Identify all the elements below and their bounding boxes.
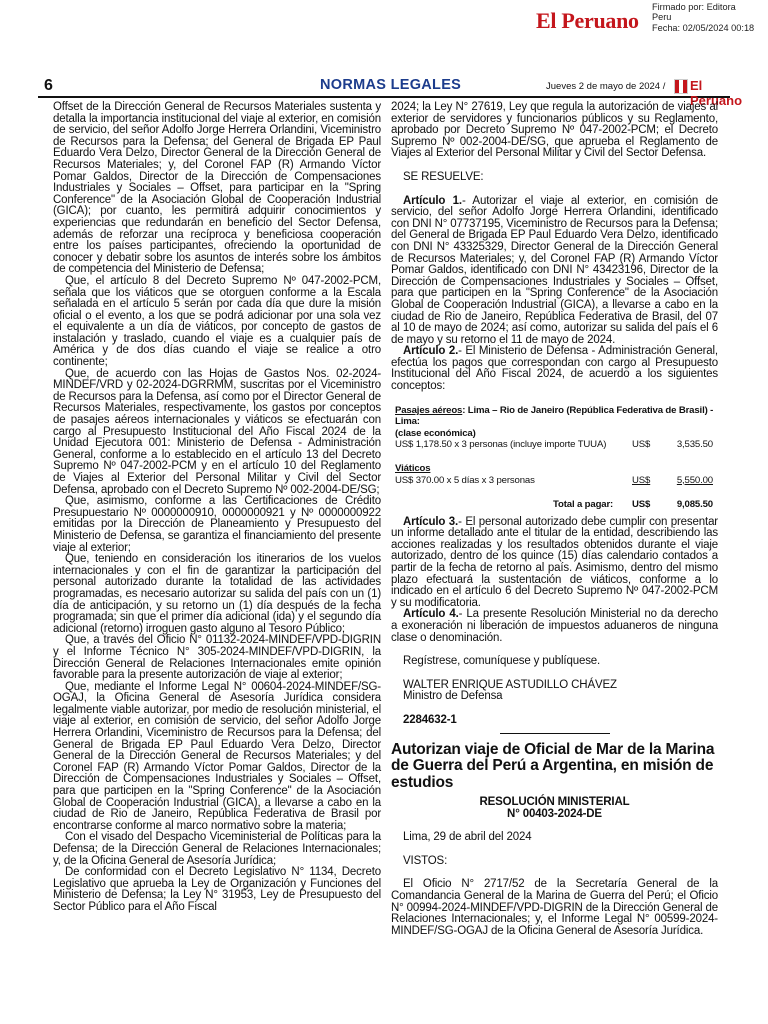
vistos-heading: VISTOS: bbox=[403, 854, 448, 867]
article-3: Artículo 3.- El personal autorizado debe cumplir con presentar un informe detallado ante el titular de la entidad, describiendo las acciones realizadas y los resultados obtenidos durante el viaje autorizado, dentro de los quince (15) días calendario contados a partir de la fecha de retorno al país. Asimismo, dentro del mismo plazo efectuará la sustentación de viáticos, conforme a lo indicado en el artículo 6 del Decreto Supremo Nº 047-2002-PCM y su modificatoria. bbox=[391, 515, 718, 609]
vistos-text: El Oficio N° 2717/52 de la Secretaría General de la Comandancia General de la Marina de Guerra del Perú; el Oficio N° 00994-2024-MINDEF/VPD-DIGRIN de la Dirección General de Relaciones Internacionales; y, el Informe Legal N° 00599-2024-MINDEF/SG-OGAJ de la Oficina General de Asesoría Jurídica. bbox=[391, 878, 718, 937]
article-label: Artículo 1. bbox=[403, 194, 462, 207]
resolution-number: N° 00403-2024-DE bbox=[507, 807, 602, 820]
resolution-title: Autorizan viaje de Oficial de Mar de la Marina de Guerra del Perú a Argentina, en misión de estudios bbox=[391, 740, 715, 791]
article-label: Artículo 4. bbox=[403, 608, 459, 621]
place-date: Lima, 29 de abril del 2024 bbox=[403, 831, 532, 844]
page-number: 6 bbox=[44, 77, 53, 94]
right-column bbox=[391, 102, 718, 937]
signature-date: Fecha: 02/05/2024 00:18 bbox=[652, 22, 755, 33]
signer-title: Ministro de Defensa bbox=[403, 690, 503, 703]
signed-by: Firmado por: Editora bbox=[652, 2, 736, 12]
header-logo: El Peruano bbox=[690, 78, 743, 108]
el-peruano-logo: El Peruano bbox=[536, 8, 639, 33]
viaticos-row: US$ 370.00 x 5 días x 3 personas US$ 5,550.00 bbox=[395, 474, 713, 486]
page-header bbox=[38, 76, 743, 108]
paragraph: Que, asimismo, conforme a las Certificaciones de Crédito Presupuestario Nº 0000000910, 0000000921 y Nº 0000000922 emitidas por la Dirección de Planeamiento y Presupuesto del Ministerio de Defensa, se garantiza el financiamiento del presente viaje al exterior; bbox=[53, 495, 381, 554]
separator-line bbox=[500, 733, 610, 734]
signed-by-2: Peru bbox=[652, 12, 672, 23]
reference-number: 2284632-1 bbox=[403, 713, 457, 726]
paragraph: Que, a través del Oficio N° 01132-2024-MINDEF/VPD-DIGRIN y el Informe Técnico N° 305-2024-MINDEF/VPD-DIGRIN, la Dirección General de Relaciones Internacionales emite opinión favorable para la presente autorización de viaje al exterior; bbox=[53, 634, 381, 682]
left-column bbox=[53, 102, 381, 914]
paragraph: Que, de acuerdo con las Hojas de Gastos Nos. 02-2024-MINDEF/VRD y 02-2024-DGRRMM, suscritas por el Viceministro de Recursos para la Defensa, así como por el Director General de Recursos Materiales, respectivamente, los gastos por conceptos de pasajes aéreos internacionales y viáticos se efectuarán con cargo al Presupuesto Institucional del Año Fiscal 2024 de la Unidad Ejecutora 001: Ministerio de Defensa - Administración General, conforme a lo establecido en el artículo 13 del Decreto Supremo Nº 047-2002-PCM y en el artículo 10 del Reglamento de Viajes al Exterior del Personal Militar y Civil del Sector Defensa, aprobado con el Decreto Supremo Nº 002-2004-DE/SG; bbox=[53, 367, 381, 496]
paragraph: De conformidad con el Decreto Legislativo N° 1134, Decreto Legislativo que aprueba la Ley de Organización y Funciones del Ministerio de Defensa; la Ley N° 31953, Ley de Presupuesto del Sector Público para el Año Fiscal bbox=[53, 866, 381, 913]
paragraph: Que, teniendo en consideración los itinerarios de los vuelos internacionales y con el fin de garantizar la participación del personal autorizado durante la totalidad de las actividades programadas, es necesario autorizar su salida del país con un (1) día de anticipación, y su retorno un (1) día después de la fecha programada; sin que el primer día adicional (ida) y el segundo día adicional (retorno) irroguen gasto alguno al Tesoro Público; bbox=[53, 553, 381, 635]
section-title: NORMAS LEGALES bbox=[320, 77, 462, 93]
se-resuelve: SE RESUELVE: bbox=[403, 170, 484, 183]
digital-signature-info bbox=[652, 2, 754, 33]
resolution-label: RESOLUCIÓN MINISTERIAL bbox=[479, 796, 630, 809]
pasajes-header: Pasajes aéreos: Lima – Rio de Janeiro (República Federativa de Brasil) - Lima: bbox=[395, 404, 714, 428]
article-1: Artículo 1.- Autorizar el viaje al exterior, en comisión de servicio, del señor Adolfo Jorge Herrera Orlandini, identificado con DNI N° 07737195, Viceministro de Recursos para la Defensa; del General de Brigada EP Paul Eduardo Vera Delzo, identificado con DNI N° 43325329, Director General de la Dirección General de Recursos Materiales; y, del Coronel FAP (R) Armando Víctor Pomar Galdos, identificado con DNI N° 43423196, Director de la Dirección de Compensaciones Industriales y Sociales – Offset, para que participen en la "Spring Conference" de la Asociación Global de Cooperación Industrial (GICA), a llevarse a cabo en la ciudad de Rio de Janeiro, República Federativa de Brasil, del 07 al 10 de mayo de 2024; así como, autorizar su salida del país el 6 de mayo y su retorno el 11 de mayo de 2024. bbox=[391, 194, 718, 346]
article-label: Artículo 3. bbox=[403, 515, 459, 528]
article-4: Artículo 4.- La presente Resolución Ministerial no da derecho a exoneración ni liberación de impuestos aduaneros de ninguna clase o denominación. bbox=[391, 608, 718, 644]
payment-table bbox=[395, 405, 718, 511]
viaticos-header: Viáticos bbox=[395, 463, 431, 475]
pasajes-class: (clase económica) bbox=[395, 427, 476, 439]
paragraph: Que, el artículo 8 del Decreto Supremo Nº 047-2002-PCM, señala que los viáticos que se otorguen conforme a la Escala señalada en el artículo 5 serán por cada día que dure la misión oficial o el evento, a los que se podrá adicionar por una sola vez el equivalente a un día de viáticos, por concepto de gastos de instalación y traslado, cuando el viaje es a cualquier país de América y de dos días cuando el viaje se realice a otro continente; bbox=[53, 274, 381, 369]
article-label: Artículo 2. bbox=[403, 345, 459, 358]
paragraph: Que, mediante el Informe Legal N° 00604-2024-MINDEF/SG-OGAJ, la Oficina General de Asesoría Jurídica considera legalmente viable autorizar, por medio de resolución ministerial, el viaje al exterior, en comisión de servicio, del señor Adolfo Jorge Herrera Orlandini, Viceministro de Recursos para la Defensa; del General de Brigada EP Paul Eduardo Vera Delzo, Director General de la Dirección General de Recursos Materiales; y del Coronel FAP (R) Armando Víctor Pomar Galdos, Director de la Dirección de Compensaciones Industriales y Sociales – Offset, para que participen en la "Spring Conference" de la Asociación Global de Cooperación Industrial (GICA), a llevarse a cabo en la ciudad de Rio de Janeiro, República Federativa de Brasil por encontrarse conforme al marco normativo sobre la materia; bbox=[53, 680, 381, 832]
total-row: Total a pagar: US$ 9,085.50 bbox=[553, 498, 713, 510]
article-2: Artículo 2.- El Ministerio de Defensa - Administración General, efectúa los pagos que correspondan con cargo al Presupuesto Institucional del Año Fiscal 2024, de acuerdo a los siguientes conceptos: bbox=[391, 345, 718, 393]
pasajes-row: US$ 1,178.50 x 3 personas (incluye importe TUUA) US$ 3,535.50 bbox=[395, 439, 713, 451]
signer-name: WALTER ENRIQUE ASTUDILLO CHÁVEZ bbox=[403, 678, 617, 691]
closing-formula: Regístrese, comuníquese y publíquese. bbox=[403, 655, 601, 668]
peru-flag-icon bbox=[674, 79, 688, 94]
paragraph: 2024; la Ley N° 27619, Ley que regula la autorización de viajes al exterior de servidores y funcionarios públicos y su Reglamento, aprobado por Decreto Supremo Nº 047-2002-PCM; el Decreto Supremo Nº 002-2004-DE/SG, que aprueba el Reglamento de Viajes al Exterior del Personal Militar y Civil del Sector Defensa. bbox=[391, 101, 718, 160]
paragraph: Con el visado del Despacho Viceministerial de Políticas para la Defensa; de la Dirección General de Relaciones Internacionales; y, de la Oficina General de Asesoría Jurídica; bbox=[53, 831, 381, 867]
paragraph: Offset de la Dirección General de Recursos Materiales sustenta y detalla la importancia institucional del viaje al exterior, en comisión de servicio, del señor Adolfo Jorge Herrera Orlandini, Viceministro de Recursos para la Defensa; del General de Brigada EP Paul Eduardo Vera Delzo, Director General de la Dirección General de Recursos Materiales; y, del Coronel FAP (R) Armando Víctor Pomar Galdos, Director de la Dirección de Compensaciones Industriales y Sociales – Offset, para participar en la "Spring Conference" de la Asociación Global de Cooperación Industrial (GICA); por cuanto, les permitirá adquirir conocimientos y experiencias que redundarán en beneficio del Sector Defensa, además de reforzar una recíproca y beneficiosa cooperación entre los países participantes, ofreciendo la oportunidad de conocer y debatir sobre los asuntos de interés sobre los ámbitos de competencia del Ministerio de Defensa; bbox=[53, 101, 381, 276]
signature-stamp bbox=[0, 0, 768, 40]
header-date: Jueves 2 de mayo de 2024 / bbox=[546, 81, 666, 92]
